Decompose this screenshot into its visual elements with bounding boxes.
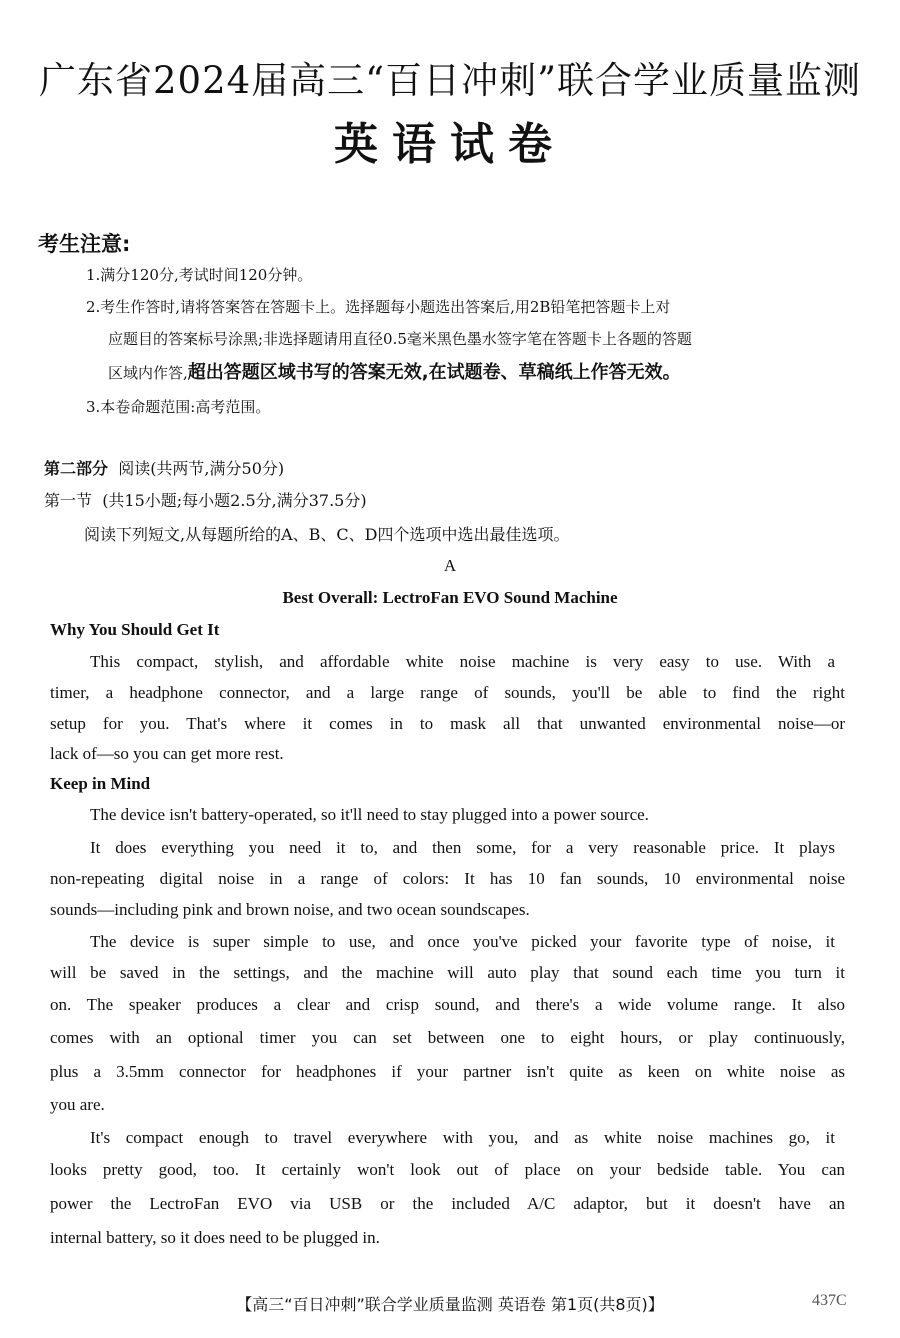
footer-code: 437C: [812, 1292, 847, 1309]
paragraph-line: looks pretty good, too. It certainly won't look out of place on your bedside table. You can: [50, 1160, 845, 1179]
paragraph-line: It does everything you need it to, and then some, for a very reasonable price. It plays: [90, 838, 835, 857]
subsection-detail: (共15小题;每小题2.5分,满分37.5分): [102, 491, 367, 510]
passage-title: Best Overall: LectroFan EVO Sound Machine: [282, 588, 618, 607]
paragraph-line: setup for you. That's where it comes in to mask all that unwanted environmental noise—or: [50, 714, 845, 733]
paragraph-line: The device isn't battery-operated, so it'll need to stay plugged into a power source.: [90, 805, 649, 824]
paragraph-line: It's compact enough to travel everywhere with you, and as white noise machines go, it: [90, 1128, 835, 1147]
paragraph-line: will be saved in the settings, and the machine will auto play that sound each time you turn it: [50, 963, 845, 982]
notice-emphasis: 超出答题区域书写的答案无效,在试题卷、草稿纸上作答无效。: [187, 362, 681, 383]
notice-heading: 考生注意:: [38, 232, 131, 256]
passage-letter: A: [443, 556, 457, 575]
paragraph-line: on. The speaker produces a clear and crisp sound, and there's a wide volume range. It also: [50, 995, 845, 1014]
section-heading: [44, 456, 284, 479]
exam-title: 广东省2024届高三“百日冲刺”联合学业质量监测: [39, 59, 861, 102]
paragraph-line: plus a 3.5mm connector for headphones if your partner isn't quite as keen on white noise as: [50, 1062, 845, 1081]
notice-item-2-cont: 应题目的答案标号涂黑;非选择题请用直径0.5毫米黑色墨水签字笔在答题卡上各题的答题: [108, 330, 692, 348]
paragraph-line: This compact, stylish, and affordable white noise machine is very easy to use. With a: [90, 652, 835, 671]
paragraph-line: sounds—including pink and brown noise, and two ocean soundscapes.: [50, 900, 530, 919]
section-part: 第二部分: [44, 459, 109, 478]
passage-subhead-why: Why You Should Get It: [50, 620, 220, 639]
paragraph-line: comes with an optional timer you can set between one to eight hours, or play continuously,: [50, 1028, 845, 1047]
page-footer: 【高三“百日冲刺”联合学业质量监测 英语卷 第1页(共8页)】: [236, 1295, 664, 1314]
reading-instruction: 阅读下列短文,从每题所给的A、B、C、D四个选项中选出最佳选项。: [84, 525, 570, 544]
subsection-heading: [44, 488, 367, 511]
notice-item-2: 2.考生作答时,请将答案答在答题卡上。选择题每小题选出答案后,用2B铅笔把答题卡上对: [86, 298, 671, 316]
paragraph-line: non-repeating digital noise in a range of colors: It has 10 fan sounds, 10 environmental noise: [50, 869, 845, 888]
paragraph-line: internal battery, so it does need to be plugged in.: [50, 1228, 380, 1247]
paragraph-line: The device is super simple to use, and once you've picked your favorite type of noise, it: [90, 932, 835, 951]
paragraph-line: power the LectroFan EVO via USB or the included A/C adaptor, but it doesn't have an: [50, 1194, 845, 1213]
paragraph-line: lack of—so you can get more rest.: [50, 744, 284, 763]
notice-item-2-end-text: 区域内作答,: [108, 364, 188, 382]
paragraph-line: you are.: [50, 1095, 105, 1114]
notice-item-3: 3.本卷命题范围:高考范围。: [86, 398, 271, 416]
paragraph-line: timer, a headphone connector, and a large range of sounds, you'll be able to find the right: [50, 683, 845, 702]
passage-subhead-keep: Keep in Mind: [50, 774, 151, 793]
subsection-label: 第一节: [44, 491, 93, 510]
notice-item-2-end: [108, 358, 681, 384]
exam-subtitle: 英语试卷: [334, 119, 566, 170]
section-part-title: 阅读(共两节,满分50分): [118, 459, 285, 478]
notice-item-1: 1.满分120分,考试时间120分钟。: [86, 266, 313, 284]
